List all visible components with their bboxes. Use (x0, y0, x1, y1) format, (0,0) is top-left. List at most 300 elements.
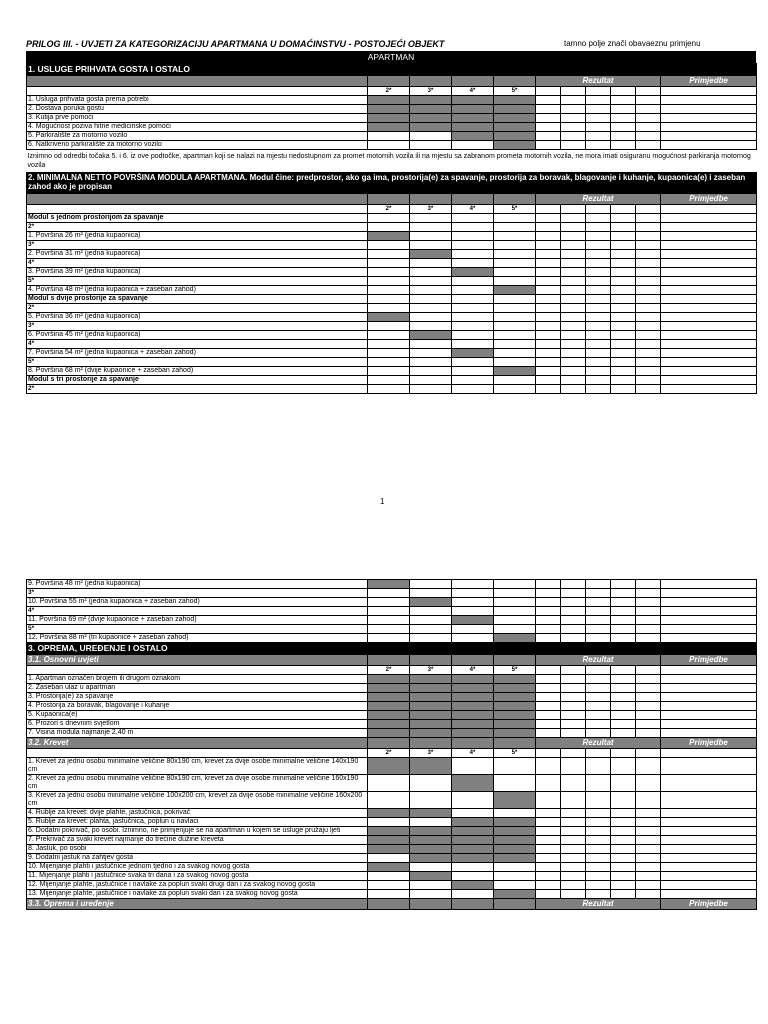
empty-cell (452, 385, 494, 394)
table-row (27, 809, 757, 818)
star-label-5: 5* (494, 87, 536, 96)
star-label-2: 2* (368, 666, 410, 675)
empty-cell (368, 241, 410, 250)
required-cell (368, 729, 410, 738)
empty-cell (636, 711, 661, 720)
empty-cell (368, 367, 410, 376)
empty-cell (661, 286, 757, 295)
table-row (27, 322, 757, 331)
empty-cell (452, 890, 494, 899)
empty-cell (494, 872, 536, 881)
empty-cell (410, 616, 452, 625)
empty-cell (661, 863, 757, 872)
star-group-label: 4* (27, 340, 368, 349)
empty-cell (561, 259, 586, 268)
empty-cell (536, 358, 561, 367)
required-cell (368, 720, 410, 729)
empty-cell (661, 836, 757, 845)
required-cell (410, 675, 452, 684)
required-cell (494, 123, 536, 132)
empty-cell (586, 818, 611, 827)
empty-cell (586, 132, 611, 141)
empty-cell (636, 286, 661, 295)
empty-cell (494, 809, 536, 818)
empty-cell (661, 693, 757, 702)
required-cell (368, 702, 410, 711)
empty-cell (494, 758, 536, 775)
required-cell (494, 890, 536, 899)
empty-cell (661, 729, 757, 738)
result-header-row (27, 655, 757, 666)
empty-cell (586, 607, 611, 616)
empty-cell (611, 675, 636, 684)
table-row (27, 313, 757, 322)
empty-cell (561, 589, 586, 598)
required-cell (452, 854, 494, 863)
empty-cell (636, 313, 661, 322)
subsection-title (27, 194, 368, 205)
empty-cell (536, 666, 561, 675)
empty-cell (661, 854, 757, 863)
empty-cell (636, 295, 661, 304)
empty-cell (410, 863, 452, 872)
empty-cell (586, 711, 611, 720)
required-cell (494, 693, 536, 702)
empty-cell (586, 87, 611, 96)
empty-cell (536, 114, 561, 123)
empty-cell (661, 376, 757, 385)
empty-cell (561, 792, 586, 809)
empty-cell (661, 205, 757, 214)
required-cell (410, 693, 452, 702)
item-label: 4. Površina 48 m² (jedna kupaonica + zaseban zahod) (27, 286, 368, 295)
empty-cell (410, 589, 452, 598)
required-cell (494, 827, 536, 836)
empty-cell (611, 367, 636, 376)
empty-cell (661, 96, 757, 105)
empty-cell (611, 286, 636, 295)
empty-cell (452, 758, 494, 775)
table-row (27, 223, 757, 232)
empty-cell (452, 655, 494, 666)
empty-cell (536, 385, 561, 394)
empty-cell (494, 331, 536, 340)
required-cell (368, 711, 410, 720)
empty-cell (536, 863, 561, 872)
empty-cell (586, 580, 611, 589)
empty-cell (561, 349, 586, 358)
empty-cell (536, 268, 561, 277)
empty-cell (611, 385, 636, 394)
required-cell (368, 845, 410, 854)
empty-cell (410, 580, 452, 589)
empty-cell (368, 872, 410, 881)
empty-cell (586, 232, 611, 241)
empty-cell (561, 818, 586, 827)
empty-cell (368, 589, 410, 598)
star-label-4: 4* (452, 749, 494, 758)
empty-cell (611, 863, 636, 872)
empty-cell (586, 376, 611, 385)
empty-cell (561, 675, 586, 684)
required-cell (494, 141, 536, 150)
empty-cell (586, 340, 611, 349)
module-group-title: Modul s dvije prostorije za spavanje (27, 295, 368, 304)
empty-cell (494, 625, 536, 634)
empty-cell (561, 376, 586, 385)
empty-cell (410, 358, 452, 367)
required-cell (368, 809, 410, 818)
empty-cell (452, 607, 494, 616)
empty-cell (636, 758, 661, 775)
empty-cell (536, 845, 561, 854)
table-row (27, 385, 757, 394)
empty-cell (410, 376, 452, 385)
section-title: 2. MINIMALNA NETTO POVRŠINA MODULA APARTMANA. Modul čine: predprostor, ako ga ima, prostorija(e) za spavanje, prostorija za boravak, blagovanje i kuhanje, kupaonica(e) i zaseban zahod ako je propisan (27, 173, 757, 194)
required-cell (494, 854, 536, 863)
required-cell (494, 720, 536, 729)
empty-cell (452, 872, 494, 881)
star-label-5: 5* (494, 666, 536, 675)
empty-cell (494, 313, 536, 322)
empty-cell (452, 194, 494, 205)
empty-cell (561, 241, 586, 250)
empty-cell (611, 87, 636, 96)
empty-cell (611, 214, 636, 223)
required-cell (368, 827, 410, 836)
empty-cell (586, 286, 611, 295)
required-cell (452, 720, 494, 729)
required-cell (494, 792, 536, 809)
table-row (27, 331, 757, 340)
empty-cell (611, 749, 636, 758)
empty-cell (661, 340, 757, 349)
empty-cell (494, 376, 536, 385)
empty-cell (410, 232, 452, 241)
star-group-label: 4* (27, 607, 368, 616)
empty-cell (410, 304, 452, 313)
empty-cell (536, 286, 561, 295)
empty-cell (661, 775, 757, 792)
empty-cell (452, 250, 494, 259)
empty-cell (611, 123, 636, 132)
required-cell (452, 818, 494, 827)
required-cell (494, 845, 536, 854)
required-cell (410, 123, 452, 132)
item-label: 13. Mijenjanje plahte, jastučnice i navlake za poplun svaki dan i za svakog novog gosta (27, 890, 368, 899)
empty-cell (561, 863, 586, 872)
empty-cell (452, 141, 494, 150)
table-row (27, 349, 757, 358)
empty-cell (611, 259, 636, 268)
item-label: 2. Dostava poruka gostu (27, 105, 368, 114)
required-cell (368, 232, 410, 241)
empty-cell (494, 340, 536, 349)
empty-cell (536, 693, 561, 702)
star-label-3: 3* (410, 205, 452, 214)
empty-cell (661, 890, 757, 899)
empty-cell (586, 749, 611, 758)
table-row (27, 132, 757, 141)
empty-cell (368, 349, 410, 358)
empty-cell (561, 836, 586, 845)
empty-cell (368, 625, 410, 634)
item-label: 6. Prozori s dnevnim svjetlom (27, 720, 368, 729)
empty-cell (611, 702, 636, 711)
item-label: 1. Apartman označen brojem ili drugom oznakom (27, 675, 368, 684)
empty-cell (661, 313, 757, 322)
item-label: 5. Parkiralište za motorno vozilo (27, 132, 368, 141)
empty-cell (661, 598, 757, 607)
empty-cell (536, 809, 561, 818)
table-page-1-section-2 (26, 172, 757, 394)
module-group-title: Modul s jednom prostorijom za spavanje (27, 214, 368, 223)
empty-cell (661, 331, 757, 340)
empty-cell (586, 634, 611, 643)
item-label: 12. Površina 88 m² (tri kupaonice + zaseban zahod) (27, 634, 368, 643)
empty-cell (536, 132, 561, 141)
table-row (27, 818, 757, 827)
empty-cell (536, 223, 561, 232)
empty-cell (586, 758, 611, 775)
empty-cell (452, 899, 494, 910)
required-cell (410, 331, 452, 340)
empty-cell (586, 881, 611, 890)
empty-cell (636, 702, 661, 711)
empty-cell (611, 223, 636, 232)
empty-cell (368, 286, 410, 295)
rezultat-header: Rezultat (536, 655, 661, 666)
empty-cell (661, 845, 757, 854)
empty-cell (661, 123, 757, 132)
empty-cell (561, 845, 586, 854)
empty-cell (536, 205, 561, 214)
table-row (27, 758, 757, 775)
empty-cell (452, 376, 494, 385)
empty-cell (410, 241, 452, 250)
empty-cell (536, 836, 561, 845)
empty-cell (536, 277, 561, 286)
empty-cell (661, 589, 757, 598)
table-row (27, 340, 757, 349)
empty-cell (586, 385, 611, 394)
empty-cell (661, 818, 757, 827)
empty-cell (368, 598, 410, 607)
table-row (27, 250, 757, 259)
empty-cell (536, 702, 561, 711)
empty-cell (586, 123, 611, 132)
section-header (27, 64, 757, 76)
table-row (27, 277, 757, 286)
page-1 (26, 37, 756, 394)
empty-cell (586, 702, 611, 711)
empty-cell (636, 634, 661, 643)
empty-cell (452, 340, 494, 349)
empty-cell (586, 96, 611, 105)
empty-cell (636, 854, 661, 863)
empty-cell (368, 854, 410, 863)
empty-cell (636, 87, 661, 96)
item-label: 7. Površina 54 m² (jedna kupaonica + zaseban zahod) (27, 349, 368, 358)
item-label: 7. Prekrivač za svaki krevet najmanje do trećine dužine kreveta (27, 836, 368, 845)
empty-cell (561, 693, 586, 702)
empty-cell (368, 792, 410, 809)
empty-cell (494, 76, 536, 87)
empty-cell (452, 313, 494, 322)
empty-cell (494, 655, 536, 666)
empty-cell (636, 872, 661, 881)
item-label: 3. Površina 39 m² (jedna kupaonica) (27, 268, 368, 277)
empty-cell (561, 123, 586, 132)
empty-cell (661, 580, 757, 589)
star-group-label: 2* (27, 223, 368, 232)
star-group-label: 5* (27, 277, 368, 286)
empty-cell (611, 684, 636, 693)
empty-cell (410, 367, 452, 376)
empty-cell (452, 589, 494, 598)
empty-cell (494, 616, 536, 625)
empty-cell (611, 295, 636, 304)
empty-cell (410, 625, 452, 634)
empty-cell (368, 738, 410, 749)
document-header (26, 37, 756, 51)
empty-cell (561, 277, 586, 286)
table-row (27, 241, 757, 250)
empty-cell (536, 675, 561, 684)
required-cell (452, 105, 494, 114)
empty-cell (586, 304, 611, 313)
required-cell (410, 96, 452, 105)
empty-cell (586, 666, 611, 675)
empty-cell (536, 607, 561, 616)
empty-cell (561, 214, 586, 223)
empty-cell (494, 322, 536, 331)
empty-cell (611, 872, 636, 881)
empty-cell (410, 223, 452, 232)
empty-cell (661, 634, 757, 643)
empty-cell (368, 818, 410, 827)
empty-cell (561, 684, 586, 693)
table-row (27, 616, 757, 625)
empty-cell (636, 792, 661, 809)
empty-cell (494, 775, 536, 792)
empty-cell (27, 666, 368, 675)
empty-cell (661, 607, 757, 616)
item-label: 10. Površina 55 m² (jedna kupaonica + zaseban zahod) (27, 598, 368, 607)
empty-cell (494, 277, 536, 286)
empty-cell (410, 194, 452, 205)
required-cell (452, 836, 494, 845)
table-row (27, 872, 757, 881)
empty-cell (636, 580, 661, 589)
empty-cell (636, 96, 661, 105)
empty-cell (636, 304, 661, 313)
page-number: 1 (380, 497, 385, 506)
empty-cell (661, 223, 757, 232)
empty-cell (661, 358, 757, 367)
result-header-row (27, 76, 757, 87)
empty-cell (611, 268, 636, 277)
empty-cell (494, 598, 536, 607)
empty-cell (661, 625, 757, 634)
subsection-title: 3.3. Oprema i uređenje (27, 899, 368, 910)
empty-cell (661, 758, 757, 775)
empty-cell (368, 132, 410, 141)
required-cell (494, 818, 536, 827)
empty-cell (368, 340, 410, 349)
empty-cell (636, 232, 661, 241)
empty-cell (586, 792, 611, 809)
empty-cell (561, 304, 586, 313)
empty-cell (611, 625, 636, 634)
empty-cell (561, 358, 586, 367)
empty-cell (410, 899, 452, 910)
empty-cell (452, 625, 494, 634)
empty-cell (611, 827, 636, 836)
empty-cell (536, 881, 561, 890)
empty-cell (410, 818, 452, 827)
empty-cell (410, 322, 452, 331)
empty-cell (611, 854, 636, 863)
empty-cell (636, 607, 661, 616)
required-cell (494, 286, 536, 295)
empty-cell (536, 854, 561, 863)
empty-cell (368, 634, 410, 643)
empty-cell (536, 872, 561, 881)
empty-cell (611, 890, 636, 899)
star-group-label: 3* (27, 241, 368, 250)
empty-cell (452, 295, 494, 304)
empty-cell (452, 634, 494, 643)
empty-cell (636, 749, 661, 758)
empty-cell (636, 358, 661, 367)
empty-cell (536, 322, 561, 331)
empty-cell (586, 105, 611, 114)
empty-cell (586, 313, 611, 322)
empty-cell (561, 625, 586, 634)
required-cell (452, 349, 494, 358)
empty-cell (611, 250, 636, 259)
empty-cell (611, 758, 636, 775)
empty-cell (536, 96, 561, 105)
empty-cell (636, 720, 661, 729)
empty-cell (661, 295, 757, 304)
table-row (27, 684, 757, 693)
empty-cell (561, 598, 586, 607)
empty-cell (452, 241, 494, 250)
empty-cell (636, 818, 661, 827)
table-row (27, 141, 757, 150)
empty-cell (586, 675, 611, 684)
empty-cell (636, 214, 661, 223)
empty-cell (586, 827, 611, 836)
required-cell (368, 693, 410, 702)
empty-cell (452, 367, 494, 376)
empty-cell (494, 304, 536, 313)
empty-cell (561, 634, 586, 643)
item-label: 11. Površina 69 m² (dvije kupaonice + zaseban zahod) (27, 616, 368, 625)
empty-cell (368, 259, 410, 268)
required-cell (368, 96, 410, 105)
empty-cell (368, 223, 410, 232)
required-cell (494, 729, 536, 738)
empty-cell (536, 720, 561, 729)
star-label-4: 4* (452, 205, 494, 214)
required-cell (494, 367, 536, 376)
table-row (27, 304, 757, 313)
required-cell (368, 313, 410, 322)
empty-cell (561, 250, 586, 259)
